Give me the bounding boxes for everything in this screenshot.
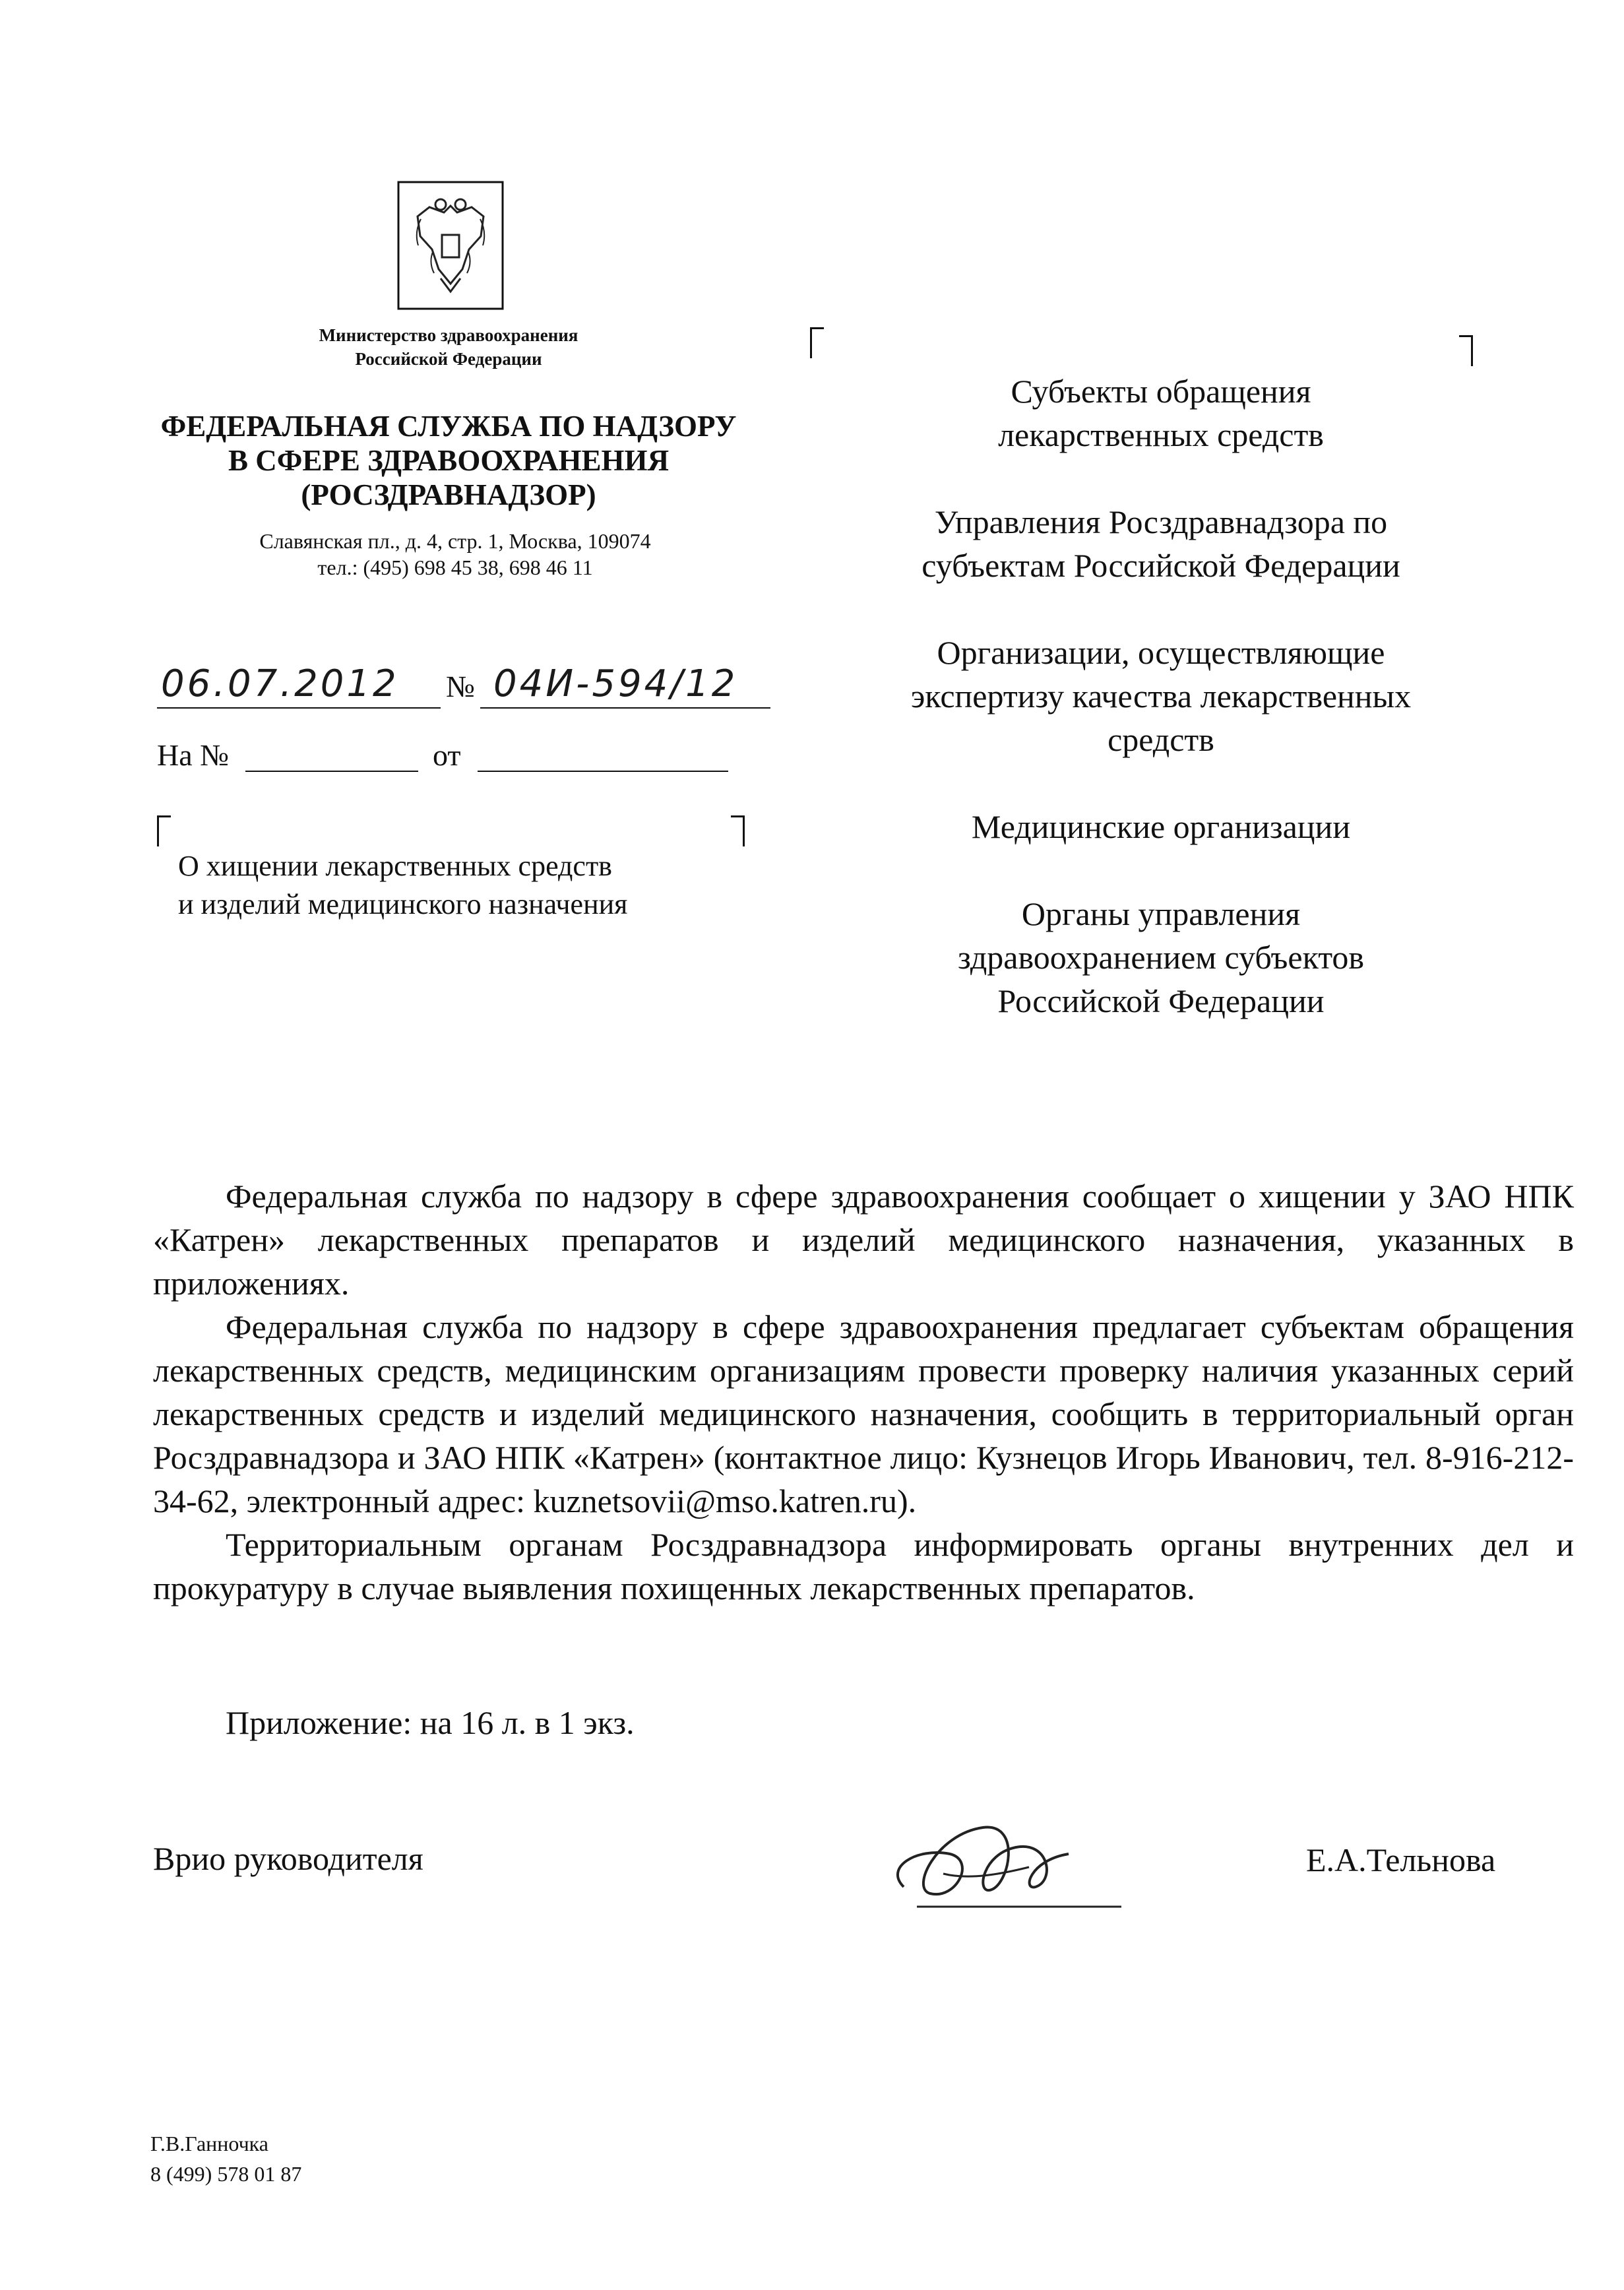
letter-body bbox=[153, 1174, 1574, 1610]
reply-number-blank bbox=[245, 739, 418, 772]
letter-number: 04И-594/12 bbox=[493, 662, 738, 705]
addressees-block bbox=[831, 369, 1491, 1066]
body-paragraph: Территориальным органам Росздравнадзора информировать органы внутренних дел и прокуратуру в случае выявления похищенных лекарственных препаратов. bbox=[153, 1526, 1574, 1606]
reply-date-blank bbox=[478, 739, 728, 772]
number-label: № bbox=[446, 670, 475, 703]
attachment-note: Приложение: на 16 л. в 1 экз. bbox=[226, 1704, 635, 1741]
ministry-name: Министерство здравоохранения Российской Федерации bbox=[319, 325, 578, 369]
addressee-item: Организации, осуществляющие экспертизу качества лекарственных средств bbox=[910, 634, 1412, 758]
reply-to-label: На № bbox=[157, 738, 230, 772]
service-address: Славянская пл., д. 4, стр. 1, Москва, 109074 тел.: (495) 698 45 38, 698 46 11 bbox=[259, 529, 651, 579]
addressee-item: Субъекты обращения лекарственных средств bbox=[998, 373, 1324, 453]
reply-from-label: от bbox=[433, 738, 461, 772]
addressee-item: Управления Росздравнадзора по субъектам Российской Федерации bbox=[921, 503, 1400, 584]
letter-date: 06.07.2012 bbox=[161, 662, 399, 705]
subject-corner-left bbox=[157, 815, 171, 846]
body-paragraph: Федеральная служба по надзору в сфере здравоохранения сообщает о хищении у ЗАО НПК «Катрен» лекарственных препаратов и изделий медицинского назначения, указанных в приложениях. bbox=[153, 1178, 1574, 1302]
subject-corner-right bbox=[731, 815, 745, 846]
addressee-item: Медицинские организации bbox=[971, 808, 1351, 845]
signatory-name: Е.А.Тельнова bbox=[1306, 1841, 1496, 1878]
executor-name: Г.В.Ганночка bbox=[150, 2132, 268, 2155]
signatory-title: Врио руководителя bbox=[153, 1840, 423, 1877]
service-name: ФЕДЕРАЛЬНАЯ СЛУЖБА ПО НАДЗОРУ В СФЕРЕ ЗДРАВООХРАНЕНИЯ (РОСЗДРАВНАДЗОР) bbox=[160, 410, 737, 511]
letter-subject: О хищении лекарственных средств и изделий медицинского назначения bbox=[178, 850, 628, 920]
body-paragraph: Федеральная служба по надзору в сфере здравоохранения предлагает субъектам обращения лекарственных средств, медицинским организациям провести проверку наличия указанных серий лекарственных средств и изделий медицинского назначения, сообщить в территориальный орган Росздравнадзора и ЗАО НПК «Катрен» (контактное лицо: Кузнецов Игорь Иванович, тел. 8-916-212-34-62, электронный адрес: kuznetsovii@mso.katren.ru). bbox=[153, 1308, 1574, 1519]
executor-info bbox=[150, 2128, 301, 2189]
addressee-corner-left bbox=[810, 327, 824, 358]
handwritten-signature-icon bbox=[877, 1808, 1128, 1926]
addressee-item: Органы управления здравоохранением субъектов Российской Федерации bbox=[957, 895, 1365, 1019]
coat-of-arms-icon bbox=[394, 179, 507, 311]
executor-phone: 8 (499) 578 01 87 bbox=[150, 2162, 302, 2186]
addressee-corner-right bbox=[1459, 335, 1473, 366]
